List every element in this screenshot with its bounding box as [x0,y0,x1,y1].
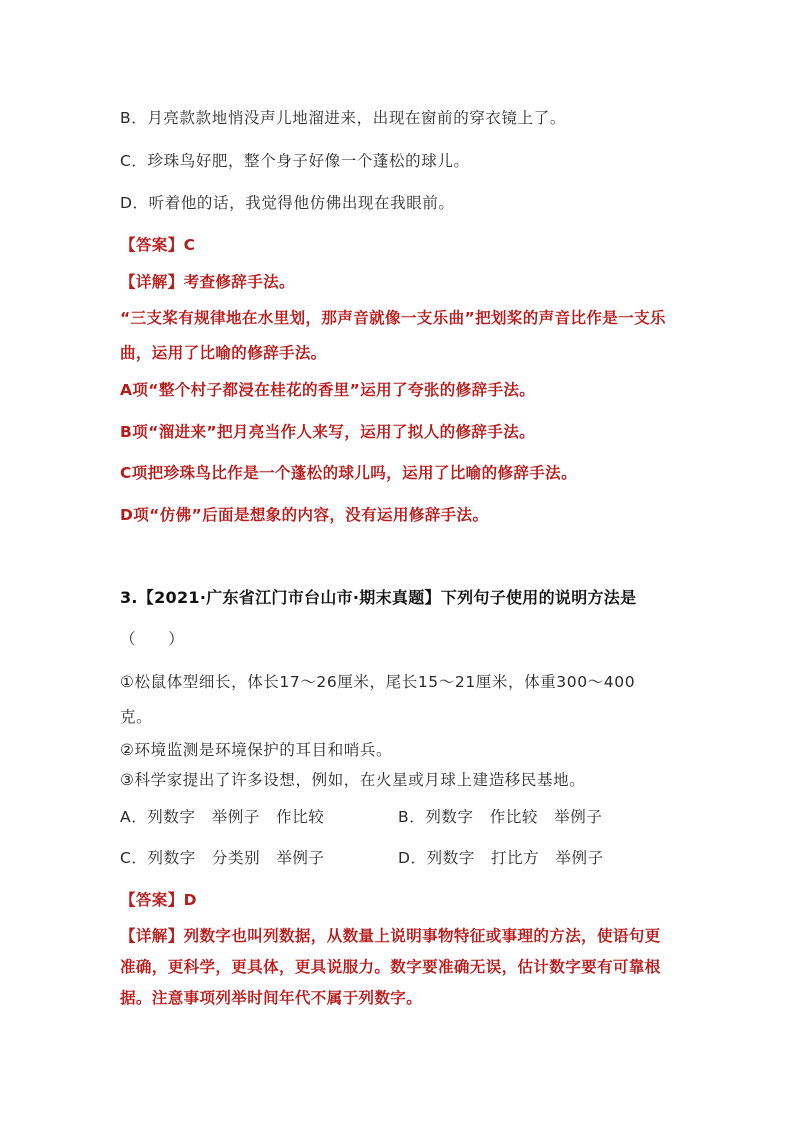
detail-text-line: 据。注意事项列举时间年代不属于列数字。 [120,989,423,1007]
choice-a: A．列数字 举例子 作比较 [120,808,325,826]
choice-b: B．列数字 作比较 举例子 [398,808,603,826]
choice-c: C．列数字 分类别 举例子 [120,849,325,867]
option-c: C．珍珠鸟好肥，整个身子好像一个蓬松的球儿。 [120,152,470,170]
detail-label: 【详解】 [120,273,184,291]
detail-intro: 考查修辞手法。 [183,273,295,291]
option-d: D．听着他的话，我觉得他仿佛出现在我眼前。 [120,194,455,212]
answer-line [120,233,195,255]
choice-d: D．列数字 打比方 举例子 [398,849,604,867]
explain-line: A项“整个村子都浸在桂花的香里”运用了夸张的修辞手法。 [120,381,536,399]
answer-value: D [183,891,197,909]
sentence-1: ①松鼠体型细长，体长17～26厘米，尾长15～21厘米，体重300～400 [120,673,636,691]
explain-line: 曲，运用了比喻的修辞手法。 [120,344,327,362]
option-b: B．月亮款款地悄没声儿地溜进来，出现在窗前的穿衣镜上了。 [120,109,566,127]
answer-blank: （ ） [120,630,185,648]
detail-label: 【详解】 [120,927,184,945]
detail-line [120,270,295,292]
explain-line: C项把珍珠鸟比作是一个蓬松的球儿吗，运用了比喻的修辞手法。 [120,464,577,482]
answer-label: 【答案】 [120,236,184,254]
explain-line: B项“溜进来”把月亮当作人来写，运用了拟人的修辞手法。 [120,423,535,441]
sentence-2: ②环境监测是环境保护的耳目和哨兵。 [120,741,393,759]
sentence-3: ③科学家提出了许多设想，例如，在火星或月球上建造移民基地。 [120,771,586,789]
sentence-1-cont: 克。 [120,708,153,726]
explain-line: D项“仿佛”后面是想象的内容，没有运用修辞手法。 [120,506,489,524]
explain-line: “三支桨有规律地在水里划，那声音就像一支乐曲”把划桨的声音比作是一支乐 [120,309,666,327]
detail-text: 列数字也叫列数据，从数量上说明事物特征或事理的方法，使语句更 [183,927,661,945]
answer-line [120,888,197,910]
answer-label: 【答案】 [120,891,184,909]
question-title: 3.【2021·广东省江门市台山市·期末真题】下列句子使用的说明方法是 [120,588,637,607]
detail-line [120,924,661,946]
answer-value: C [183,236,196,254]
detail-text-line: 准确，更科学，更具体，更具说服力。数字要准确无误，估计数字要有可靠根 [120,958,661,976]
